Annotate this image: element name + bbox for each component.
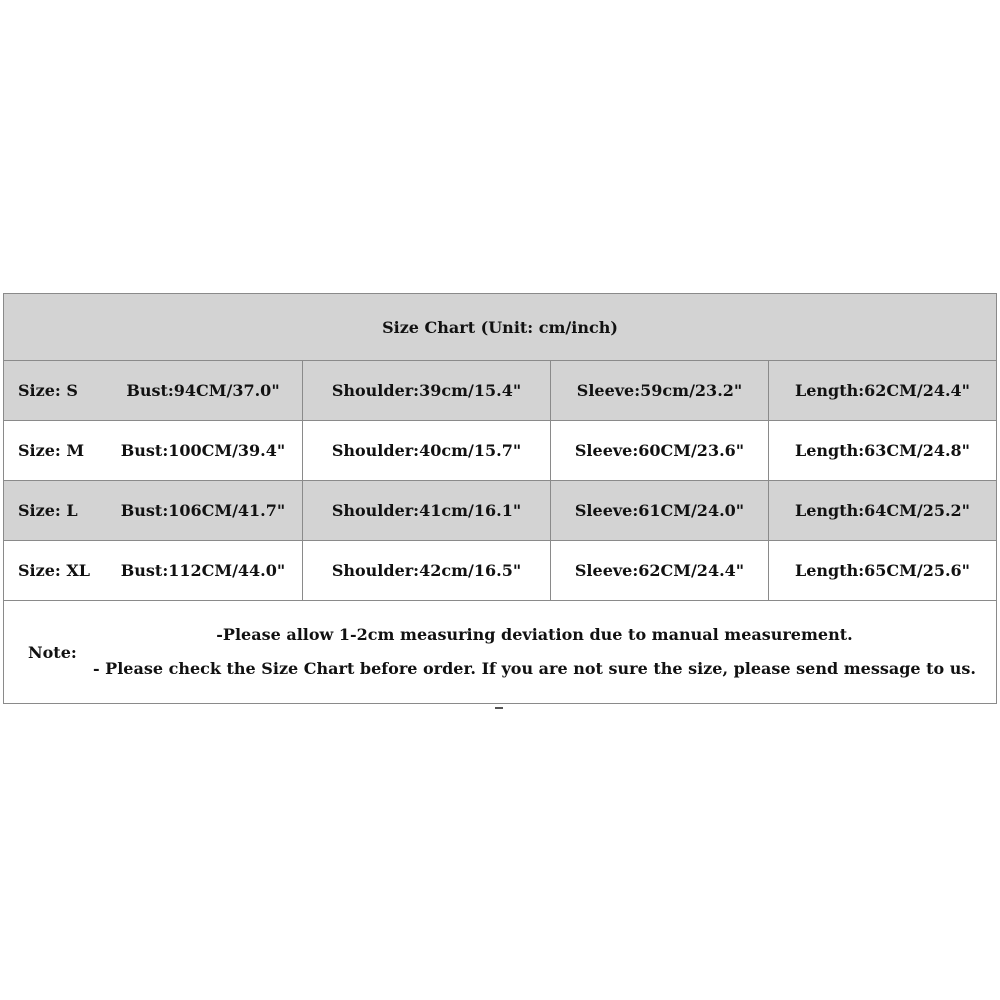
sleeve-value: Sleeve:62CM/24.4" (551, 541, 769, 601)
length-value: Length:62CM/24.4" (769, 361, 997, 421)
sleeve-value: Sleeve:60CM/23.6" (551, 421, 769, 481)
bust-value: Bust:94CM/37.0" (126, 381, 280, 400)
table-title: Size Chart (Unit: cm/inch) (4, 294, 997, 361)
shoulder-value: Shoulder:39cm/15.4" (303, 361, 551, 421)
note-text (93, 618, 996, 686)
sleeve-value: Sleeve:61CM/24.0" (551, 481, 769, 541)
table-row (4, 421, 997, 481)
table-row (4, 481, 997, 541)
length-value: Length:64CM/25.2" (769, 481, 997, 541)
size-label: Size: XL (18, 561, 91, 580)
note-line: -Please allow 1-2cm measuring deviation due to manual measurement. (216, 625, 853, 644)
bust-value: Bust:112CM/44.0" (120, 561, 286, 580)
table-row (4, 361, 997, 421)
size-label: Size: L (18, 501, 78, 520)
table-title-row (4, 294, 997, 361)
note-label: Note: (28, 642, 77, 662)
shoulder-value: Shoulder:40cm/15.7" (303, 421, 551, 481)
size-label: Size: S (18, 381, 78, 400)
note-line: - Please check the Size Chart before order. If you are not sure the size, please send message to us. (92, 659, 976, 678)
table-row (4, 541, 997, 601)
note-row (4, 601, 997, 704)
dash-mark (495, 707, 503, 709)
bust-value: Bust:106CM/41.7" (120, 501, 286, 520)
bust-value: Bust:100CM/39.4" (120, 441, 286, 460)
length-value: Length:65CM/25.6" (769, 541, 997, 601)
size-label: Size: M (18, 441, 85, 460)
shoulder-value: Shoulder:42cm/16.5" (303, 541, 551, 601)
shoulder-value: Shoulder:41cm/16.1" (303, 481, 551, 541)
size-chart-table (3, 293, 997, 704)
sleeve-value: Sleeve:59cm/23.2" (551, 361, 769, 421)
length-value: Length:63CM/24.8" (769, 421, 997, 481)
